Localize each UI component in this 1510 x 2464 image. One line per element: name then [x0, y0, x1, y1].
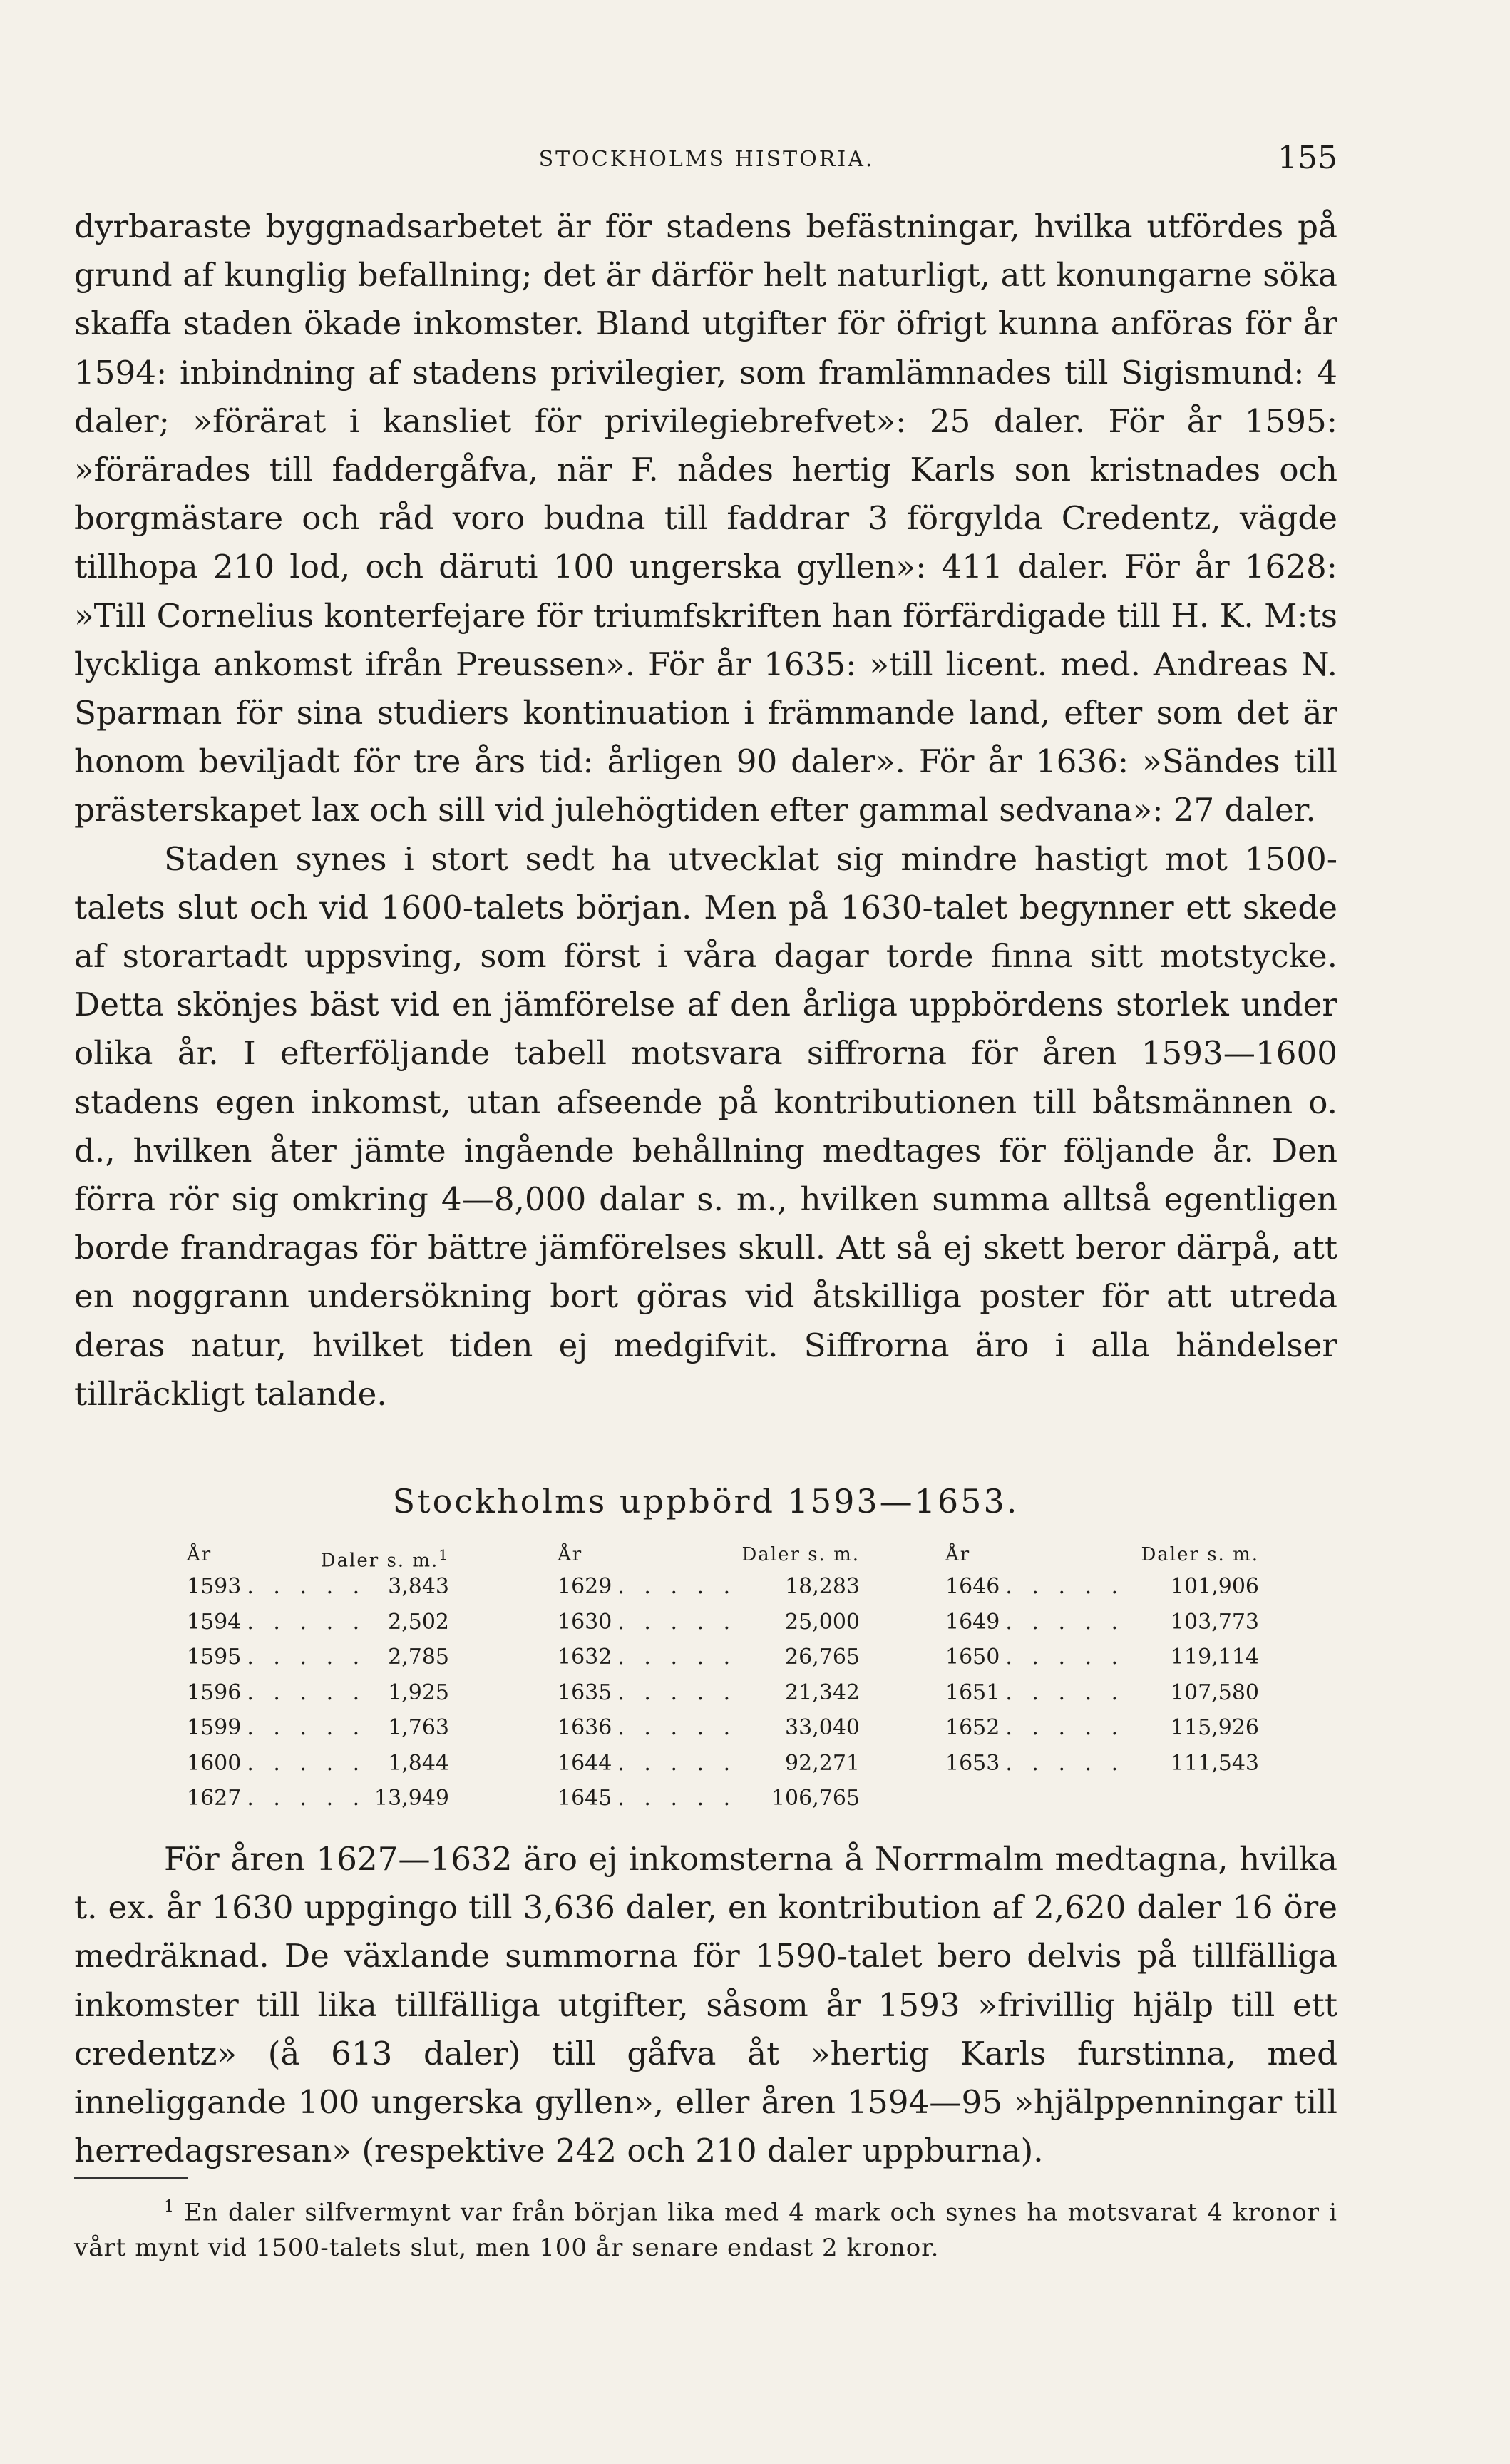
row-year: 1599 [187, 1715, 242, 1740]
leader-dots: . . . . . [617, 1645, 737, 1670]
table-row [945, 1710, 1259, 1746]
row-value: 107,580 [1170, 1680, 1259, 1705]
running-title: STOCKHOLMS HISTORIA. [538, 147, 875, 172]
row-value: 18,283 [785, 1574, 860, 1599]
row-value: 26,765 [785, 1645, 860, 1670]
page-number: 155 [1278, 140, 1337, 176]
footnote-text: En daler silfvermynt var från början lika med 4 mark och synes ha motsvarat 4 kronor i vårt mynt vid 1500-talets slut, men 100 år senare endast 2 kronor. [74, 2198, 1337, 2263]
row-year: 1600 [187, 1750, 242, 1776]
table-row [558, 1675, 860, 1711]
row-value: 101,906 [1170, 1574, 1259, 1599]
table-row [945, 1675, 1259, 1711]
leader-dots: . . . . . [247, 1680, 366, 1705]
leader-dots: . . . . . [1005, 1609, 1125, 1635]
leader-dots: . . . . . [247, 1786, 366, 1811]
row-value: 119,114 [1170, 1645, 1259, 1670]
leader-dots: . . . . . [617, 1574, 737, 1599]
table-row [558, 1569, 860, 1605]
table-row [558, 1640, 860, 1675]
table-column-1 [187, 1540, 449, 1816]
table-row [187, 1569, 449, 1605]
row-value: 33,040 [785, 1715, 860, 1740]
header-year: År [945, 1544, 971, 1565]
row-value: 2,502 [388, 1609, 449, 1635]
row-year: 1594 [187, 1609, 242, 1635]
leader-dots: . . . . . [1005, 1750, 1125, 1776]
footnote-mark: 1 [164, 2198, 175, 2216]
main-text [74, 203, 1337, 1418]
table-row [558, 1710, 860, 1746]
row-year: 1593 [187, 1574, 242, 1599]
row-year: 1652 [945, 1715, 1000, 1740]
footnote-rule [74, 2177, 188, 2179]
leader-dots: . . . . . [1005, 1715, 1125, 1740]
leader-dots: . . . . . [1005, 1574, 1125, 1599]
leader-dots: . . . . . [617, 1609, 737, 1635]
row-value: 21,342 [785, 1680, 860, 1705]
row-value: 2,785 [388, 1645, 449, 1670]
leader-dots: . . . . . [247, 1609, 366, 1635]
row-year: 1632 [558, 1645, 612, 1670]
footnote-reference: 1 [438, 1546, 449, 1563]
footnote [74, 2189, 1337, 2266]
row-year: 1595 [187, 1645, 242, 1670]
table-row [945, 1605, 1259, 1640]
row-year: 1635 [558, 1680, 612, 1705]
row-value: 111,543 [1170, 1750, 1259, 1776]
table-row [558, 1781, 860, 1816]
row-value: 1,925 [388, 1680, 449, 1705]
row-year: 1653 [945, 1750, 1000, 1776]
table-row [187, 1710, 449, 1746]
table-row [187, 1675, 449, 1711]
table-row [558, 1605, 860, 1640]
table-column-2 [558, 1540, 860, 1816]
leader-dots: . . . . . [617, 1786, 737, 1811]
row-value: 92,271 [785, 1750, 860, 1776]
header-year: År [187, 1544, 212, 1565]
row-value: 1,763 [388, 1715, 449, 1740]
leader-dots: . . . . . [1005, 1645, 1125, 1670]
after-table-text [74, 1835, 1337, 2175]
row-year: 1629 [558, 1574, 612, 1599]
row-year: 1596 [187, 1680, 242, 1705]
leader-dots: . . . . . [617, 1715, 737, 1740]
paragraph-norrmalm: För åren 1627—1632 äro ej inkomsterna å Norrmalm medtagna, hvilka t. ex. år 1630 uppgingo till 3,636 daler, en kontribution af 2,620 daler 16 öre medräknad. De växlande summorna för 1590-talet bero delvis på tillfälliga inkomster till lika tillfälliga utgifter, såsom år 1593 »frivillig hjälp till ett credentz» (å 613 daler) till gåfva åt »hertig Karls furstinna, med inneliggande 100 ungerska gyllen», eller åren 1594—95 »hjälppenningar till herredagsresan» (respektive 242 och 210 daler uppburna). [74, 1840, 1337, 2170]
table-header [558, 1540, 860, 1569]
row-year: 1636 [558, 1715, 612, 1740]
header-year: År [558, 1544, 583, 1565]
table-row [945, 1640, 1259, 1675]
row-year: 1630 [558, 1609, 612, 1635]
header-value: Daler s. m. [1141, 1544, 1259, 1565]
table-title: Stockholms uppbörd 1593—1653. [392, 1482, 1019, 1520]
table-row [187, 1605, 449, 1640]
row-value: 103,773 [1170, 1609, 1259, 1635]
leader-dots: . . . . . [247, 1750, 366, 1776]
leader-dots: . . . . . [617, 1750, 737, 1776]
header-value: Daler s. m. [741, 1544, 860, 1565]
row-value: 1,844 [388, 1750, 449, 1776]
table-header [187, 1540, 449, 1572]
row-year: 1649 [945, 1609, 1000, 1635]
table-row [187, 1640, 449, 1675]
table-row [558, 1746, 860, 1781]
leader-dots: . . . . . [247, 1574, 366, 1599]
table-header [945, 1540, 1259, 1569]
row-year: 1646 [945, 1574, 1000, 1599]
table-row [187, 1746, 449, 1781]
leader-dots: . . . . . [1005, 1680, 1125, 1705]
row-value: 106,765 [771, 1786, 860, 1811]
leader-dots: . . . . . [247, 1645, 366, 1670]
paragraph-growth: Staden synes i stort sedt ha utvecklat sig mindre hastigt mot 1500-talets slut och vid 1600-talets början. Men på 1630-talet begynner ett skede af storartadt uppsving, som först i våra dagar torde finna sitt motstycke. Detta skönjes bäst vid en jämförelse af den årliga uppbördens storlek under olika år. I efterföljande tabell motsvara siffrorna för åren 1593—1600 stadens egen inkomst, utan afseende på kontributionen till båtsmännen o. d., hvilken åter jämte ingående behållning medtages för följande år. Den förra rör sig omkring 4—8,000 dalar s. m., hvilken summa alltså egentligen borde frandragas för bättre jämförelses skull. Att så ej skett beror därpå, att en noggrann undersökning bort göras vid åtskilliga poster för att utreda deras natur, hvilket tiden ej medgifvit. Siffrorna äro i alla händelser tillräckligt talande. [74, 839, 1337, 1413]
running-head [76, 140, 1337, 183]
table-row [945, 1569, 1259, 1605]
leader-dots: . . . . . [617, 1680, 737, 1705]
paragraph-expenses: dyrbaraste byggnadsarbetet är för stadens befästningar, hvilka utfördes på grund af kunglig befallning; det är därför helt naturligt, att konungarne söka skaffa staden ökade inkomster. Bland utgifter för öfrigt kunna anföras för år 1594: inbindning af stadens privilegier, som framlämnades till Sigismund: 4 daler; »förärat i kansliet för privilegiebrefvet»: 25 daler. För år 1595: »förärades till faddergåfva, när F. nådes hertig Karls son kristnades och borgmästare och råd voro budna till faddrar 3 förgylda Credentz, vägde tillhopa 210 lod, och däruti 100 ungerska gyllen»: 411 daler. För år 1628: »Till Cornelius konterfejare för triumfskriften han förfärdigade till H. K. M:ts lyckliga ankomst ifrån Preussen». För år 1635: »till licent. med. Andreas N. Sparman för sina studiers kontinuation i främmande land, efter som det är honom beviljadt för tre års tid: årligen 90 daler». För år 1636: »Sändes till prästerskapet lax och sill vid julehögtiden efter gammal sedvana»: 27 daler. [74, 208, 1337, 829]
row-year: 1644 [558, 1750, 612, 1776]
row-value: 13,949 [374, 1786, 449, 1811]
row-year: 1627 [187, 1786, 242, 1811]
leader-dots: . . . . . [247, 1715, 366, 1740]
row-value: 115,926 [1170, 1715, 1259, 1740]
row-value: 25,000 [785, 1609, 860, 1635]
row-year: 1645 [558, 1786, 612, 1811]
row-year: 1651 [945, 1680, 1000, 1705]
header-value: Daler s. m.$^1$ [320, 1546, 449, 1572]
table-row [187, 1781, 449, 1816]
table-column-3 [945, 1540, 1259, 1781]
row-year: 1650 [945, 1645, 1000, 1670]
row-value: 3,843 [388, 1574, 449, 1599]
table-row [945, 1746, 1259, 1781]
